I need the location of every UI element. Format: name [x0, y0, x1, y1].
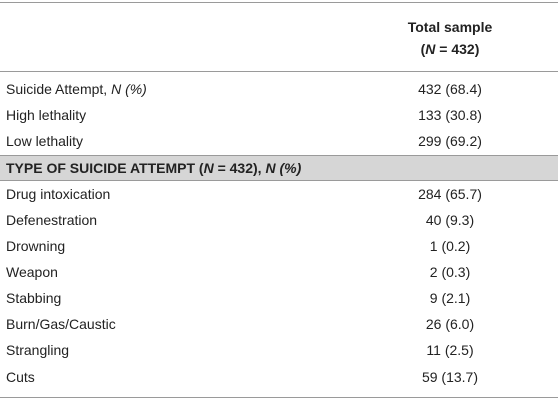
section-header-row — [0, 155, 558, 181]
table-bottom-rule — [0, 397, 558, 398]
row-value: 133 (30.8) — [418, 107, 482, 123]
row-value: 1 (0.2) — [429, 238, 471, 254]
column-header-total-sample — [350, 16, 550, 60]
table-row — [0, 337, 558, 363]
table-row — [0, 364, 558, 390]
table-row — [0, 181, 558, 207]
row-label: Drowning — [6, 238, 66, 254]
section-title-suffix: N (%) — [265, 160, 302, 176]
row-label: Stabbing — [6, 290, 62, 306]
row-value: 11 (2.5) — [426, 342, 474, 358]
row-value: 432 (68.4) — [418, 81, 482, 97]
row-value: 40 (9.3) — [425, 212, 475, 228]
row-value: 26 (6.0) — [425, 316, 475, 332]
row-label-italic: N (%) — [111, 81, 147, 97]
table-row — [0, 259, 558, 285]
row-value: 59 (13.7) — [421, 369, 479, 385]
table-row — [0, 207, 558, 233]
section-title — [6, 156, 301, 180]
column-header-n-label: N — [425, 41, 436, 57]
row-label: Cuts — [6, 369, 35, 385]
row-label: Weapon — [6, 264, 58, 280]
table-row — [0, 76, 558, 102]
row-label: Low lethality — [6, 133, 84, 149]
section-title-prefix: TYPE OF SUICIDE ATTEMPT ( — [6, 160, 204, 176]
section-title-n: N — [203, 160, 214, 176]
row-label — [6, 76, 147, 102]
section-title-middle: = 432), — [213, 160, 266, 176]
header-rule — [0, 71, 558, 72]
row-label-text: Suicide Attempt, — [6, 81, 112, 97]
row-value: 9 (2.1) — [429, 290, 471, 306]
column-header-line1: Total sample — [407, 19, 493, 35]
row-label: Strangling — [6, 342, 70, 358]
column-header-line2: (N = 432) — [420, 41, 480, 57]
table-row — [0, 311, 558, 337]
table-row — [0, 285, 558, 311]
row-label: High lethality — [6, 107, 87, 123]
column-header-n-value: = 432) — [435, 41, 480, 57]
row-label: Drug intoxication — [6, 186, 111, 202]
table-row — [0, 128, 558, 154]
row-value: 284 (65.7) — [418, 186, 482, 202]
row-value: 299 (69.2) — [418, 133, 482, 149]
table-header — [0, 3, 558, 71]
row-label: Defenestration — [6, 212, 98, 228]
row-label: Burn/Gas/Caustic — [6, 316, 116, 332]
row-value: 2 (0.3) — [429, 264, 471, 280]
table-row — [0, 233, 558, 259]
table-row — [0, 102, 558, 128]
